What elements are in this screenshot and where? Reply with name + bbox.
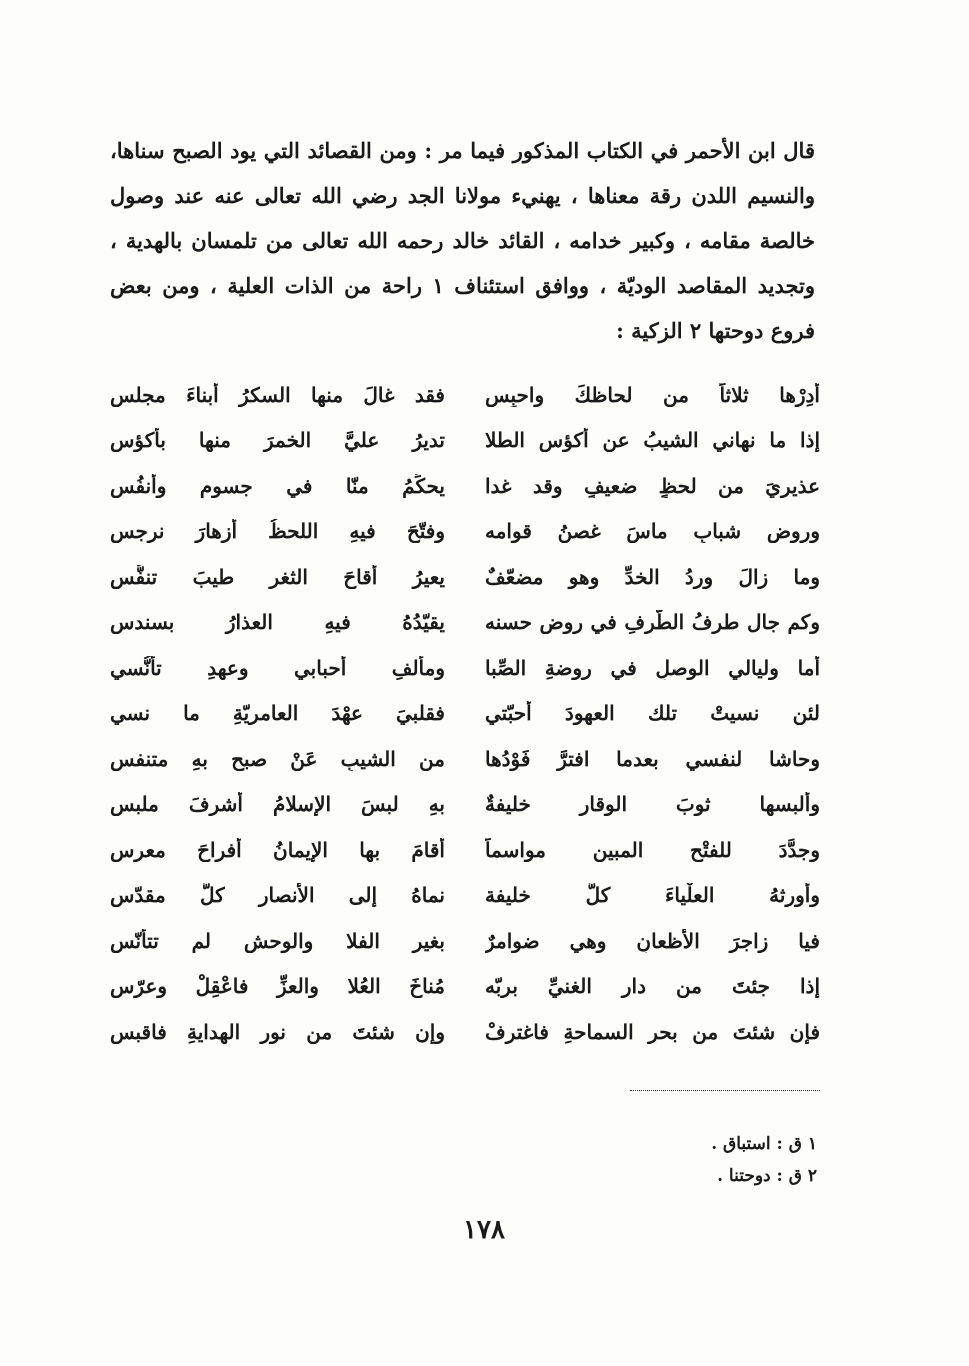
verse-first-hemistich: وأورثهُ العلْياءَ كلُّ خليفة: [485, 883, 820, 908]
verse-second-hemistich: بغيرِ الفلا والوحشِ لم تتأنّسِ: [110, 928, 445, 953]
verse-second-hemistich: مُناخَ العُلا والعزِّ فاعْقِلْ وعرّسِ: [110, 974, 445, 999]
footnote: ٢ ق : دوحتنا .: [717, 1166, 817, 1186]
verse-second-hemistich: من الشيبِ عَنْ صبحٍ بهِ متنفسِ: [110, 746, 445, 771]
poem-verse: [110, 918, 820, 964]
poem: [110, 372, 820, 1055]
prose-line: خالصة مقامه ، وكبير خدامه ، القائد خالد رحمه الله تعالى من تلمسان بالهدية ،: [110, 228, 815, 253]
poem-verse: [110, 827, 820, 873]
verse-first-hemistich: وما زالَ وردُ الخدِّ وهو مضعّفٌ: [485, 564, 820, 589]
footnote: ١ ق : استباق .: [711, 1134, 817, 1154]
verse-second-hemistich: يحكِّمُ منّا في جسومٍ وأنفُسِ: [110, 473, 445, 498]
verse-second-hemistich: وإن شئتَ من نورِ الهدايةِ فاقبسِ: [110, 1019, 445, 1044]
prose-line: والنسيم اللدن رقة معناها ، يهنيء مولانا الجد رضي الله تعالى عنه عند وصول: [110, 183, 815, 208]
verse-first-hemistich: فيا زاجرَ الأظعانِ وهي ضوامرٌ: [485, 928, 820, 953]
verse-second-hemistich: يعيرُ أقاحَ الثغرِ طيبَ تنفُّسِ: [110, 564, 445, 589]
verse-first-hemistich: وروضِ شبابٍ ماسَ غصنُ قوامه: [485, 519, 820, 544]
poem-verse: [110, 782, 820, 828]
poem-verse: [110, 645, 820, 691]
poem-verse: [110, 372, 820, 418]
verse-second-hemistich: يقيّدُهُ فيهِ العذارُ بسندسِ: [110, 610, 445, 635]
poem-verse: [110, 964, 820, 1010]
verse-second-hemistich: فقد غالَ منها السكرُ أبناءَ مجلسِ: [110, 382, 445, 407]
verse-second-hemistich: وفتّحَ فيهِ اللحظُ أزهارَ نرجسِ: [110, 519, 445, 544]
verse-second-hemistich: أقامَ بها الإيمانُ أفراحَ معرسِ: [110, 837, 445, 862]
poem-verse: [110, 873, 820, 919]
poem-verse: [110, 554, 820, 600]
prose-line: قال ابن الأحمر في الكتاب المذكور فيما مر : ومن القصائد التي يود الصبح سناها،: [110, 138, 815, 163]
poem-verse: [110, 463, 820, 509]
verse-second-hemistich: بهِ لبسَ الإسلامُ أشرفَ ملبسِ: [110, 792, 445, 817]
page-number: ١٧٨: [463, 1215, 505, 1245]
verse-first-hemistich: إذا جئتَ من دارِ الغنيِّ بربّه: [485, 974, 820, 999]
poem-verse: [110, 736, 820, 782]
verse-second-hemistich: تديرُ عليَّ الخمرَ منها بأكؤسِ: [110, 428, 445, 453]
verse-first-hemistich: وجدَّدَ للفتْحِ المبينِ مواسماً: [485, 837, 820, 862]
verse-first-hemistich: لئن نسيتْ تلك العهودَ أحبّتي: [485, 701, 820, 726]
verse-first-hemistich: إذا ما نهاني الشيبُ عن أكؤسِ الطلا: [485, 428, 820, 453]
verse-second-hemistich: ومألفِ أحبابي وعهدِ تأنُّسي: [110, 655, 445, 680]
prose-line: وتجديد المقاصد الوديّة ، ووافق استئناف ١ راحة من الذات العلية ، ومن بعض: [110, 273, 815, 298]
poem-verse: [110, 509, 820, 555]
poem-verse: [110, 418, 820, 464]
verse-first-hemistich: عذيريَ من لحظٍ ضعيفٍ وقد غدا: [485, 473, 820, 498]
verse-first-hemistich: وحاشا لنفسي بعدما افترَّ فَوْدُها: [485, 746, 820, 771]
verse-second-hemistich: فقلبيَ عهْدَ العامريّةِ ما نسي: [110, 701, 445, 726]
intro-paragraph: [110, 128, 815, 353]
verse-second-hemistich: نماهُ إلى الأنصارِ كلُّ مقدّسِ: [110, 883, 445, 908]
verse-first-hemistich: أدِرْها ثلاثاً من لحاظكَ واحبِسِ: [485, 382, 820, 407]
footnotes: [711, 1128, 817, 1192]
verse-first-hemistich: وكم جال طرفُ الطّرفِ في روضِ حسنه: [485, 610, 820, 635]
verse-first-hemistich: وألبسها ثوبَ الوقارِ خليفةٌ: [485, 792, 820, 817]
poem-verse: [110, 600, 820, 646]
poem-verse: [110, 691, 820, 737]
poem-verse: [110, 1009, 820, 1055]
verse-first-hemistich: أما وليالي الوصلِ في روضةِ الصِّبا: [485, 655, 820, 680]
footnote-divider: [630, 1090, 820, 1091]
prose-line: فروع دوحتها ٢ الزكية :: [616, 318, 815, 343]
verse-first-hemistich: فإن شئتَ من بحرِ السماحةِ فاغترفْ: [485, 1019, 820, 1044]
